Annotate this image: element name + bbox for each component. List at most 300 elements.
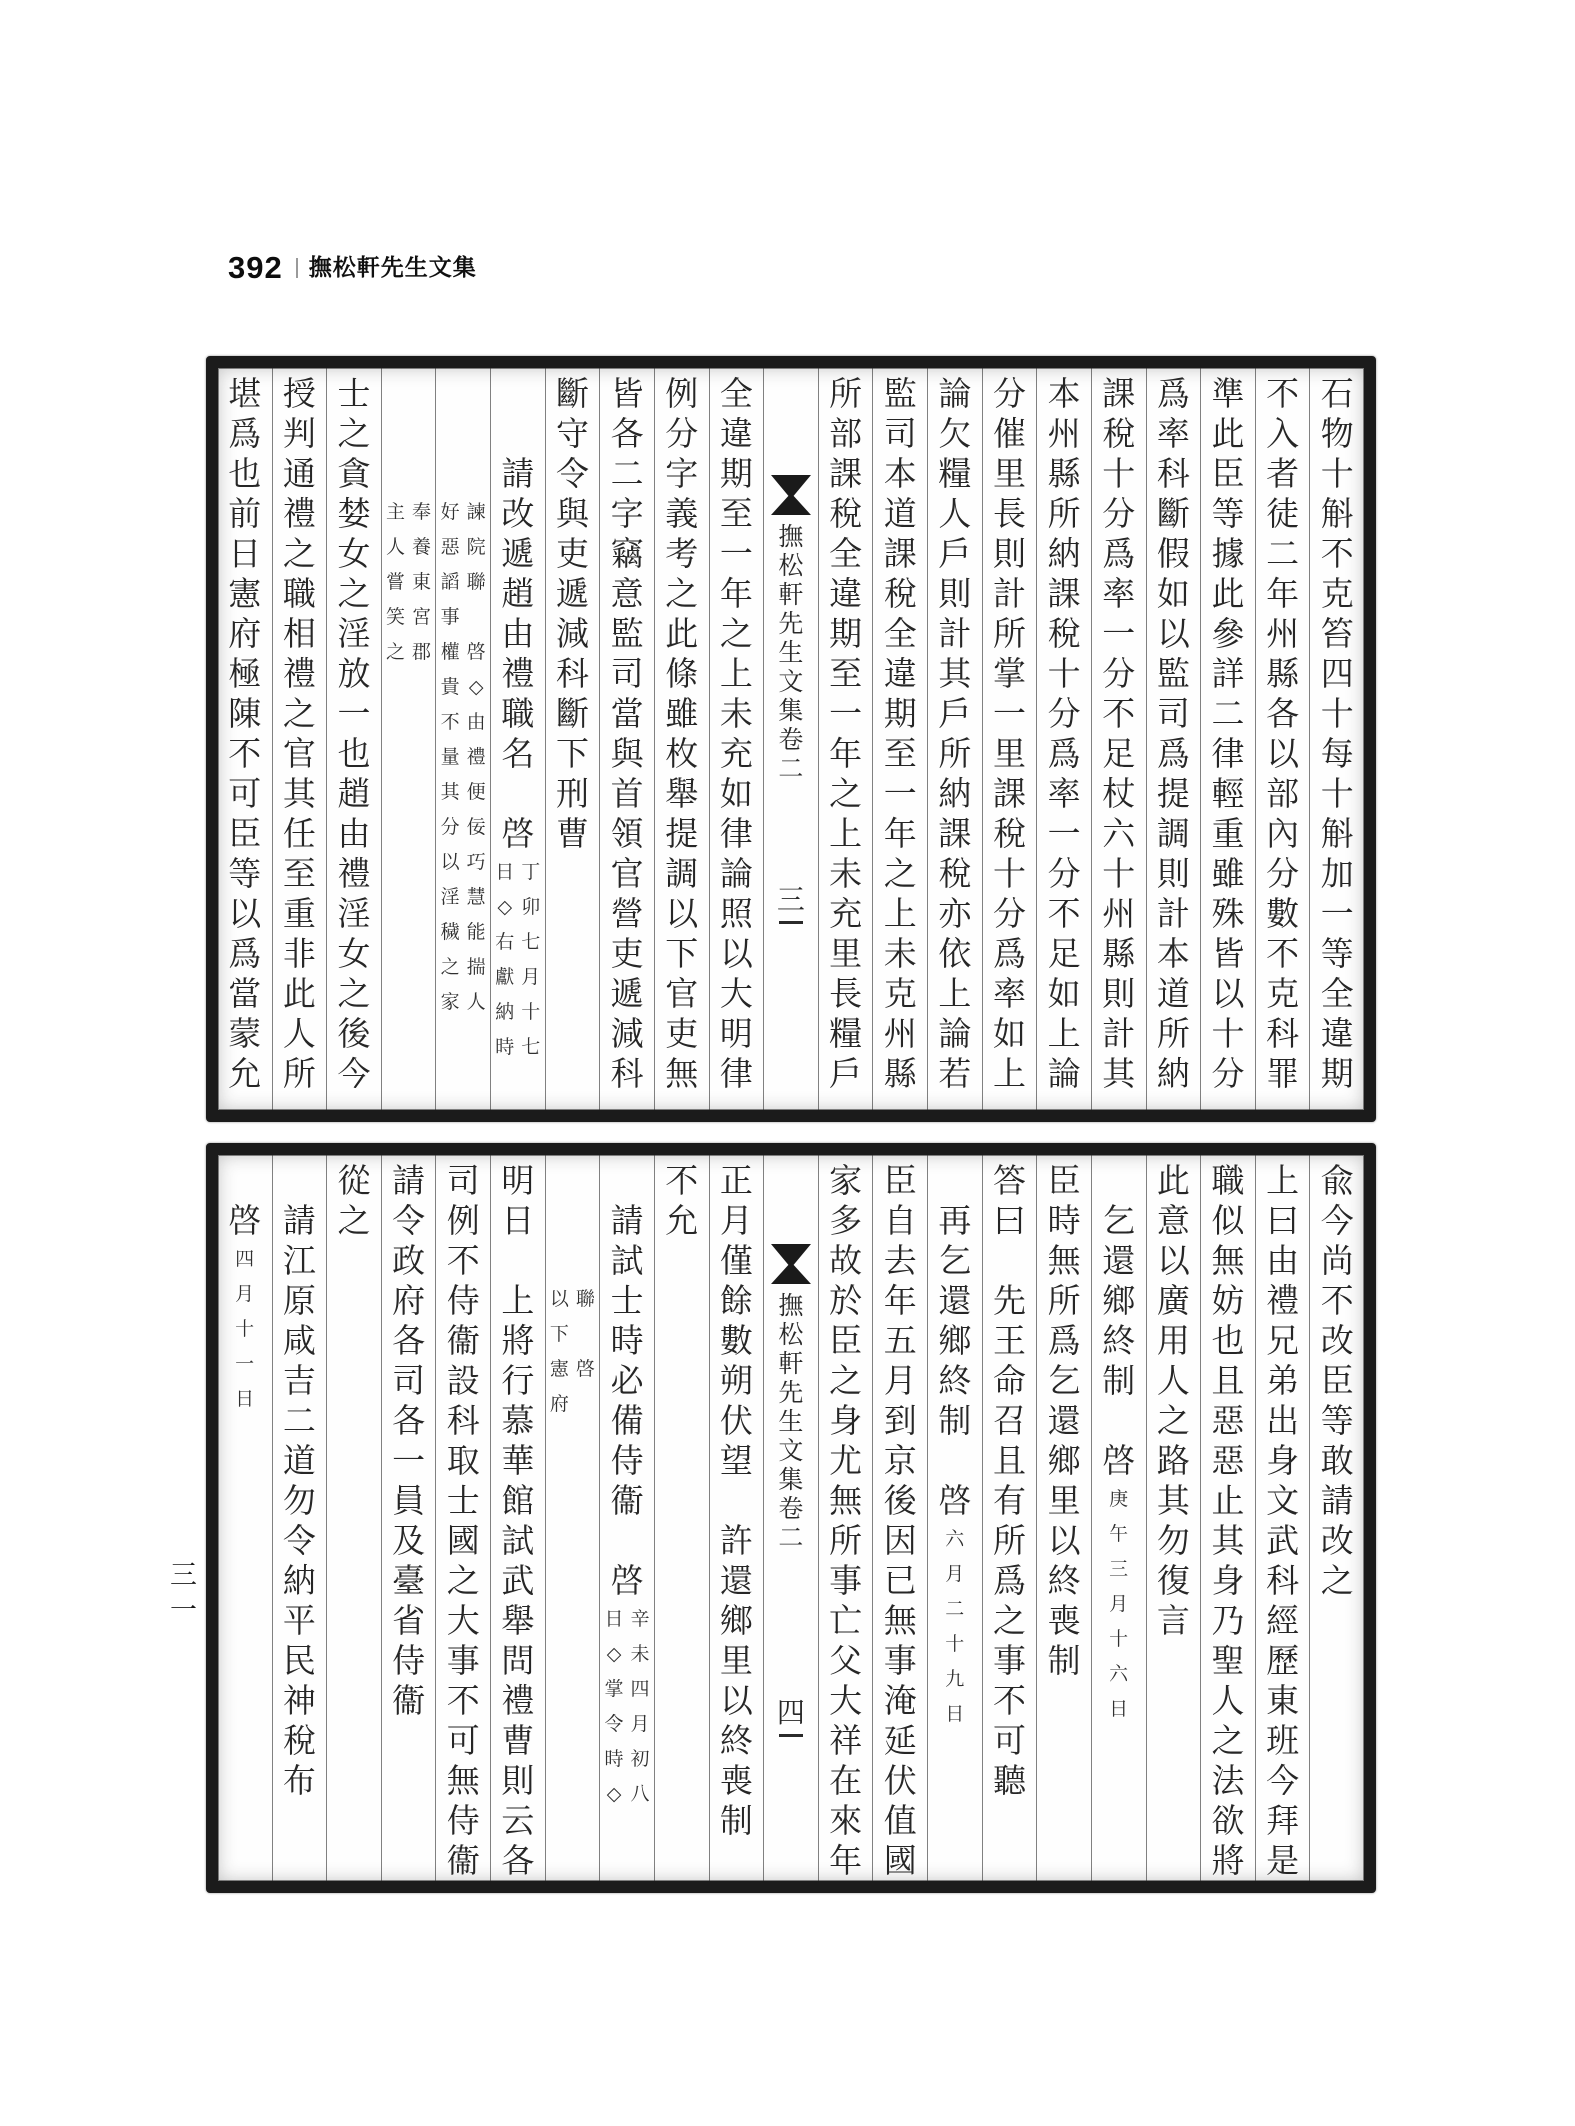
glyph-cell: 吏 bbox=[610, 936, 644, 973]
glyph-cell: 上 bbox=[501, 1283, 535, 1320]
glyph-cell: 道 bbox=[282, 1443, 316, 1480]
glyph-cell: 京 bbox=[883, 1443, 917, 1480]
glyph-cell: 斷 bbox=[555, 376, 589, 413]
glyph-cell: 試 bbox=[501, 1523, 535, 1560]
glyph-cell: 爲 bbox=[992, 936, 1026, 973]
glyph-cell: 分 bbox=[1266, 856, 1300, 893]
glyph-cell: 違 bbox=[1320, 1016, 1354, 1053]
glyph-cell: 鄉 bbox=[719, 1603, 753, 1640]
centerfold-title-char: 集 bbox=[778, 1467, 804, 1494]
glyph-cell: 意 bbox=[610, 576, 644, 613]
glyph-cell: 之 bbox=[337, 576, 371, 613]
small-glyph-cell: 貴 bbox=[440, 677, 460, 698]
glyph-cell: 若 bbox=[938, 1056, 972, 1093]
small-glyph-cell bbox=[572, 1317, 598, 1352]
glyph-cell: 分 bbox=[1102, 496, 1136, 533]
glyph-cell: 無 bbox=[1047, 1243, 1081, 1280]
glyph-cell: 本 bbox=[883, 456, 917, 493]
small-glyph-cell: 其 bbox=[440, 782, 460, 803]
glyph-cell: 歷 bbox=[1266, 1643, 1300, 1680]
glyph-cell: 舉 bbox=[665, 776, 699, 813]
glyph-cell: 臣 bbox=[1047, 1163, 1081, 1200]
glyph-cell: 問 bbox=[501, 1643, 535, 1680]
small-glyph-cell: ◇ bbox=[497, 897, 513, 918]
small-glyph-cell: 東 bbox=[412, 572, 432, 593]
folio-rule bbox=[779, 921, 803, 924]
glyph-cell: 事 bbox=[446, 1643, 480, 1680]
small-glyph-cell: 淫 bbox=[440, 887, 460, 908]
glyph-cell: 課 bbox=[1047, 576, 1081, 613]
text-column-2 bbox=[1255, 368, 1310, 1110]
text-column-8 bbox=[927, 368, 982, 1110]
glyph-cell: 衞 bbox=[446, 1323, 480, 1360]
glyph-cell: 論 bbox=[938, 1016, 972, 1053]
glyph-cell: 皆 bbox=[610, 376, 644, 413]
centerfold-column-11 bbox=[763, 368, 818, 1110]
small-glyph-cell: 月 bbox=[521, 967, 541, 988]
glyph-cell: 例 bbox=[446, 1203, 480, 1240]
glyph-cell: 充 bbox=[829, 896, 863, 933]
small-glyph-cell: 八 bbox=[630, 1784, 650, 1805]
glyph-cell: 禮 bbox=[501, 1683, 535, 1720]
glyph-cell: 舉 bbox=[501, 1603, 535, 1640]
glyph-cell: 意 bbox=[1156, 1203, 1190, 1240]
glyph-cell: 王 bbox=[992, 1323, 1026, 1360]
glyph-cell: 本 bbox=[1156, 936, 1190, 973]
glyph-cell: 改 bbox=[1320, 1323, 1354, 1360]
glyph-cell: 州 bbox=[1047, 416, 1081, 453]
glyph-cell: 以 bbox=[665, 896, 699, 933]
glyph-cell: 判 bbox=[282, 416, 316, 453]
glyph-cell: 全 bbox=[719, 376, 753, 413]
glyph-cell: 家 bbox=[829, 1163, 863, 1200]
glyph-cell: 士 bbox=[337, 376, 371, 413]
glyph-cell: 條 bbox=[665, 656, 699, 693]
indent-spacer bbox=[491, 375, 545, 455]
glyph-cell: 違 bbox=[719, 416, 753, 453]
text-column-10 bbox=[818, 1155, 873, 1881]
glyph-cell: 尤 bbox=[829, 1443, 863, 1480]
glyph-cell: 止 bbox=[1211, 1483, 1245, 1520]
glyph-cell: 論 bbox=[719, 856, 753, 893]
glyph-cell: 先 bbox=[992, 1283, 1026, 1320]
small-glyph-cell: 聯 bbox=[466, 572, 486, 593]
glyph-cell: 府 bbox=[228, 616, 262, 653]
glyph-cell: 上 bbox=[938, 976, 972, 1013]
glyph-cell: 數 bbox=[719, 1323, 753, 1360]
text-column-20 bbox=[272, 1155, 327, 1881]
glyph-cell: 戶 bbox=[829, 1056, 863, 1093]
text-column-19 bbox=[326, 368, 381, 1110]
small-glyph-cell: 四 bbox=[630, 1679, 650, 1700]
glyph-cell: 惡 bbox=[1211, 1403, 1245, 1440]
small-glyph-cell: 之 bbox=[440, 957, 460, 978]
woodblock-leaf-lower bbox=[206, 1143, 1376, 1893]
small-glyph-cell: 慧 bbox=[466, 887, 486, 908]
glyph-cell: 一 bbox=[337, 696, 371, 733]
glyph-cell: 啓 bbox=[228, 1203, 262, 1240]
text-column-12 bbox=[709, 368, 764, 1110]
glyph-cell: 也 bbox=[1211, 1323, 1245, 1360]
small-glyph-cell: 巧 bbox=[466, 852, 486, 873]
glyph-cell: 用 bbox=[1156, 1323, 1190, 1360]
glyph-cell: 明 bbox=[501, 1163, 535, 1200]
glyph-cell: 克 bbox=[1266, 976, 1300, 1013]
glyph-cell: 由 bbox=[501, 616, 535, 653]
glyph-cell: 營 bbox=[610, 896, 644, 933]
glyph-cell: 二 bbox=[1211, 696, 1245, 733]
glyph-cell: 科 bbox=[610, 1056, 644, 1093]
centerfold-title-char: 撫 bbox=[778, 1293, 804, 1320]
glyph-cell: 還 bbox=[1102, 1243, 1136, 1280]
interlinear-annotation bbox=[491, 855, 545, 1065]
interlinear-annotation bbox=[546, 1282, 600, 1422]
small-glyph-cell: 時 bbox=[604, 1749, 624, 1770]
glyph-cell: 政 bbox=[392, 1243, 426, 1280]
glyph-cell: 期 bbox=[1320, 1056, 1354, 1093]
glyph-cell: 一 bbox=[883, 776, 917, 813]
small-glyph-cell: 憲 bbox=[549, 1359, 569, 1380]
glyph-cell: 職 bbox=[501, 696, 535, 733]
glyph-cell: 所 bbox=[992, 1523, 1026, 1560]
glyph-cell: 可 bbox=[992, 1723, 1026, 1760]
glyph-cell: 義 bbox=[665, 496, 699, 533]
annotation-subcolumn-left bbox=[492, 855, 518, 1065]
glyph-cell: 加 bbox=[1320, 856, 1354, 893]
glyph-cell: 減 bbox=[555, 616, 589, 653]
glyph-cell: 論 bbox=[938, 376, 972, 413]
small-glyph-cell: 六 bbox=[1109, 1664, 1129, 1685]
glyph-cell: 論 bbox=[1047, 1056, 1081, 1093]
glyph-cell: 期 bbox=[829, 616, 863, 653]
glyph-cell: 武 bbox=[501, 1563, 535, 1600]
glyph-cell: 計 bbox=[992, 576, 1026, 613]
glyph-cell: 所 bbox=[829, 1523, 863, 1560]
glyph-cell: 放 bbox=[337, 656, 371, 693]
glyph-cell: 內 bbox=[1266, 816, 1300, 853]
indent-spacer bbox=[546, 1162, 600, 1282]
glyph-cell: 官 bbox=[282, 736, 316, 773]
glyph-cell: 上 bbox=[1266, 1163, 1300, 1200]
glyph-cell: 衞 bbox=[610, 1483, 644, 1520]
glyph-cell: 不 bbox=[228, 736, 262, 773]
glyph-cell: 身 bbox=[1266, 1443, 1300, 1480]
glyph-cell: 縣 bbox=[1266, 656, 1300, 693]
small-glyph-cell: 七 bbox=[521, 1037, 541, 1058]
glyph-cell: 科 bbox=[1266, 1016, 1300, 1053]
glyph-cell: 禮 bbox=[501, 656, 535, 693]
glyph-cell: 道 bbox=[1156, 976, 1190, 1013]
glyph-cell: 調 bbox=[665, 856, 699, 893]
glyph-cell: 其 bbox=[1211, 1523, 1245, 1560]
glyph-cell: 字 bbox=[610, 496, 644, 533]
glyph-cell: 蒙 bbox=[228, 1016, 262, 1053]
glyph-cell: 計 bbox=[1156, 896, 1190, 933]
glyph-cell: 由 bbox=[1266, 1243, 1300, 1280]
glyph-cell: 士 bbox=[610, 1283, 644, 1320]
glyph-cell: 亦 bbox=[938, 896, 972, 933]
glyph-cell: 江 bbox=[282, 1243, 316, 1280]
glyph-cell: 云 bbox=[501, 1803, 535, 1840]
glyph-cell: 首 bbox=[610, 776, 644, 813]
small-glyph-cell: 右 bbox=[495, 932, 515, 953]
glyph-cell bbox=[1092, 1402, 1146, 1442]
glyph-cell: 以 bbox=[1266, 736, 1300, 773]
glyph-cell: 斷 bbox=[1156, 496, 1190, 533]
glyph-cell: 來 bbox=[829, 1803, 863, 1840]
fishtail-ornament-icon bbox=[770, 475, 812, 515]
text-column-5 bbox=[1091, 368, 1146, 1110]
small-glyph-cell: 日 bbox=[1109, 1699, 1129, 1720]
glyph-cell: 欲 bbox=[1211, 1803, 1245, 1840]
glyph-cell: 年 bbox=[883, 816, 917, 853]
glyph-cell: 備 bbox=[610, 1403, 644, 1440]
centerfold-title-char: 軒 bbox=[778, 582, 804, 609]
indent-spacer bbox=[600, 1162, 654, 1202]
glyph-cell: 取 bbox=[446, 1443, 480, 1480]
text-column-7 bbox=[982, 368, 1037, 1110]
glyph-cell: 石 bbox=[1320, 376, 1354, 413]
glyph-cell: 延 bbox=[883, 1723, 917, 1760]
glyph-cell: 以 bbox=[1211, 976, 1245, 1013]
small-glyph-cell: 由 bbox=[466, 712, 486, 733]
small-glyph-cell: 人 bbox=[386, 537, 406, 558]
small-glyph-cell: 六 bbox=[945, 1529, 965, 1550]
small-glyph-cell: 府 bbox=[549, 1394, 569, 1415]
small-glyph-cell: 九 bbox=[945, 1669, 965, 1690]
glyph-cell: 制 bbox=[1102, 1363, 1136, 1400]
small-glyph-cell: 午 bbox=[1109, 1524, 1129, 1545]
glyph-cell: 依 bbox=[938, 936, 972, 973]
glyph-cell: 不 bbox=[1320, 536, 1354, 573]
glyph-cell: 今 bbox=[1320, 1203, 1354, 1240]
glyph-cell: 司 bbox=[1156, 696, 1190, 733]
glyph-cell: 弟 bbox=[1266, 1363, 1300, 1400]
annotation-subcolumn-right bbox=[463, 495, 489, 1020]
glyph-cell: 且 bbox=[992, 1443, 1026, 1480]
glyph-cell: 課 bbox=[883, 536, 917, 573]
glyph-cell: 所 bbox=[1047, 1283, 1081, 1320]
indent-spacer bbox=[273, 1162, 327, 1202]
glyph-cell: 納 bbox=[1047, 536, 1081, 573]
glyph-cell: 吏 bbox=[555, 536, 589, 573]
small-glyph-cell: 掌 bbox=[604, 1679, 624, 1700]
glyph-cell: 長 bbox=[829, 976, 863, 1013]
glyph-cell: 平 bbox=[282, 1603, 316, 1640]
glyph-cell: 聽 bbox=[992, 1763, 1026, 1800]
glyph-cell: 司 bbox=[446, 1163, 480, 1200]
glyph-cell: 制 bbox=[1047, 1643, 1081, 1680]
glyph-cell: 人 bbox=[1211, 1683, 1245, 1720]
page-header bbox=[228, 252, 477, 283]
centerfold-title-char: 軒 bbox=[778, 1351, 804, 1378]
glyph-cell: 請 bbox=[501, 456, 535, 493]
glyph-cell: 稅 bbox=[992, 816, 1026, 853]
centerfold-title-char: 文 bbox=[778, 1438, 804, 1465]
glyph-cell: 如 bbox=[719, 776, 753, 813]
glyph-cell: 也 bbox=[228, 456, 262, 493]
glyph-cell: 上 bbox=[719, 656, 753, 693]
glyph-cell: 月 bbox=[719, 1203, 753, 1240]
glyph-cell: 科 bbox=[1266, 1563, 1300, 1600]
glyph-cell: 朔 bbox=[719, 1363, 753, 1400]
glyph-cell: 稅 bbox=[1047, 616, 1081, 653]
glyph-cell bbox=[928, 1442, 982, 1482]
glyph-cell: 之 bbox=[337, 976, 371, 1013]
glyph-cell: 里 bbox=[1047, 1483, 1081, 1520]
glyph-cell: 人 bbox=[282, 1016, 316, 1053]
glyph-cell: 終 bbox=[1047, 1563, 1081, 1600]
small-glyph-cell: 嘗 bbox=[386, 572, 406, 593]
glyph-cell: 未 bbox=[719, 696, 753, 733]
glyph-cell: 咸 bbox=[282, 1323, 316, 1360]
glyph-cell: 爲 bbox=[1156, 736, 1190, 773]
glyph-cell: 月 bbox=[883, 1363, 917, 1400]
glyph-cell: 淫 bbox=[337, 616, 371, 653]
glyph-cell: 每 bbox=[1320, 736, 1354, 773]
indent-spacer bbox=[218, 1162, 272, 1202]
text-column-9 bbox=[872, 368, 927, 1110]
glyph-cell: 曰 bbox=[992, 1203, 1026, 1240]
text-column-14 bbox=[599, 368, 654, 1110]
small-glyph-cell: 郡 bbox=[412, 642, 432, 663]
glyph-cell: 分 bbox=[1047, 856, 1081, 893]
text-column-3 bbox=[1200, 368, 1255, 1110]
glyph-cell: 不 bbox=[1102, 696, 1136, 733]
glyph-cell: 有 bbox=[992, 1483, 1026, 1520]
glyph-cell: 及 bbox=[392, 1523, 426, 1560]
glyph-cell: 入 bbox=[1266, 416, 1300, 453]
glyph-cell: 名 bbox=[501, 736, 535, 773]
glyph-cell: 里 bbox=[719, 1643, 753, 1680]
glyph-cell: 趙 bbox=[337, 776, 371, 813]
glyph-cell: 侍 bbox=[446, 1803, 480, 1840]
glyph-cell: 民 bbox=[282, 1643, 316, 1680]
folio-number bbox=[764, 887, 818, 924]
glyph-cell: 正 bbox=[719, 1163, 753, 1200]
glyph-cell: 里 bbox=[992, 456, 1026, 493]
glyph-cell: 所 bbox=[1156, 1016, 1190, 1053]
glyph-cell: 日 bbox=[228, 536, 262, 573]
small-glyph-cell: 七 bbox=[521, 932, 541, 953]
small-glyph-cell: 獻 bbox=[495, 967, 515, 988]
small-glyph-cell: 二 bbox=[945, 1599, 965, 1620]
glyph-cell: 假 bbox=[1156, 536, 1190, 573]
glyph-cell: 啓 bbox=[610, 1563, 644, 1600]
glyph-cell: 之 bbox=[829, 1363, 863, 1400]
glyph-cell: 時 bbox=[610, 1323, 644, 1360]
glyph-cell: 十 bbox=[1102, 456, 1136, 493]
glyph-cell: 分 bbox=[1047, 696, 1081, 733]
small-glyph-cell: 卯 bbox=[521, 897, 541, 918]
glyph-cell: 爲 bbox=[1102, 536, 1136, 573]
text-column-20 bbox=[272, 368, 327, 1110]
glyph-cell: 照 bbox=[719, 896, 753, 933]
glyph-cell: 縣 bbox=[1102, 936, 1136, 973]
small-glyph-cell bbox=[463, 600, 489, 635]
text-column-18 bbox=[381, 1155, 436, 1881]
annotation-subcolumn-right bbox=[627, 1602, 653, 1812]
glyph-cell: 之 bbox=[1211, 1723, 1245, 1760]
glyph-cell: 當 bbox=[610, 696, 644, 733]
glyph-cell: 因 bbox=[883, 1523, 917, 1560]
text-column-7 bbox=[982, 1155, 1037, 1881]
glyph-cell: 許 bbox=[719, 1523, 753, 1560]
glyph-cell: 聖 bbox=[1211, 1643, 1245, 1680]
glyph-cell: 任 bbox=[282, 816, 316, 853]
glyph-cell: 官 bbox=[665, 976, 699, 1013]
glyph-cell: 鄉 bbox=[1102, 1283, 1136, 1320]
glyph-cell: 部 bbox=[829, 416, 863, 453]
glyph-cell: 竊 bbox=[610, 536, 644, 573]
small-glyph-cell: 月 bbox=[235, 1284, 255, 1305]
glyph-cell: 以 bbox=[1047, 1523, 1081, 1560]
glyph-cell: 禮 bbox=[337, 856, 371, 893]
glyph-cell: 掌 bbox=[992, 656, 1026, 693]
glyph-cell: 則 bbox=[501, 1763, 535, 1800]
glyph-cell: 刑 bbox=[555, 776, 589, 813]
glyph-cell: 各 bbox=[392, 1323, 426, 1360]
glyph-cell: 不 bbox=[1266, 936, 1300, 973]
centerfold-title-char: 生 bbox=[778, 1409, 804, 1436]
glyph-cell: 違 bbox=[883, 656, 917, 693]
centerfold-title-char: 卷 bbox=[778, 727, 804, 754]
glyph-cell: 僅 bbox=[719, 1243, 753, 1280]
glyph-cell: 禮 bbox=[282, 656, 316, 693]
glyph-cell: 勿 bbox=[1156, 1523, 1190, 1560]
glyph-cell: 廣 bbox=[1156, 1283, 1190, 1320]
small-glyph-cell: 穢 bbox=[440, 922, 460, 943]
glyph-cell: 監 bbox=[1156, 656, 1190, 693]
glyph-cell: 雖 bbox=[665, 696, 699, 733]
glyph-cell: 亡 bbox=[829, 1603, 863, 1640]
glyph-cell: 律 bbox=[719, 1056, 753, 1093]
glyph-cell: 以 bbox=[719, 1683, 753, 1720]
glyph-cell: 兄 bbox=[1266, 1323, 1300, 1360]
text-column-1 bbox=[1309, 1155, 1364, 1881]
text-column-21 bbox=[218, 1155, 272, 1881]
text-column-8 bbox=[927, 1155, 982, 1881]
glyph-cell: 極 bbox=[228, 656, 262, 693]
glyph-cell: 物 bbox=[1320, 416, 1354, 453]
glyph-cell: 不 bbox=[1047, 896, 1081, 933]
glyph-cell: 值 bbox=[883, 1803, 917, 1840]
glyph-cell: 行 bbox=[501, 1363, 535, 1400]
glyph-cell: 上 bbox=[1047, 1016, 1081, 1053]
glyph-cell: 無 bbox=[829, 1483, 863, 1520]
text-column-2 bbox=[1255, 1155, 1310, 1881]
glyph-cell: 府 bbox=[392, 1283, 426, 1320]
glyph-cell: 館 bbox=[501, 1483, 535, 1520]
small-glyph-cell: 能 bbox=[466, 922, 486, 943]
glyph-cell: 敢 bbox=[1320, 1443, 1354, 1480]
glyph-cell: 臣 bbox=[829, 1323, 863, 1360]
glyph-cell: 提 bbox=[665, 816, 699, 853]
glyph-cell: 違 bbox=[829, 576, 863, 613]
glyph-cell: 允 bbox=[228, 1056, 262, 1093]
glyph-cell bbox=[983, 1242, 1037, 1282]
interlinear-annotation bbox=[382, 495, 436, 670]
glyph-cell bbox=[491, 1242, 545, 1282]
glyph-cell: 全 bbox=[1320, 976, 1354, 1013]
centerfold-title-char: 生 bbox=[778, 640, 804, 667]
annotation-subcolumn-left bbox=[546, 1282, 572, 1422]
glyph-cell: 臣 bbox=[883, 1163, 917, 1200]
glyph-cell: 上 bbox=[992, 1056, 1026, 1093]
glyph-cell: 各 bbox=[1266, 696, 1300, 733]
glyph-cell: 以 bbox=[1156, 1243, 1190, 1280]
glyph-cell: 終 bbox=[719, 1723, 753, 1760]
